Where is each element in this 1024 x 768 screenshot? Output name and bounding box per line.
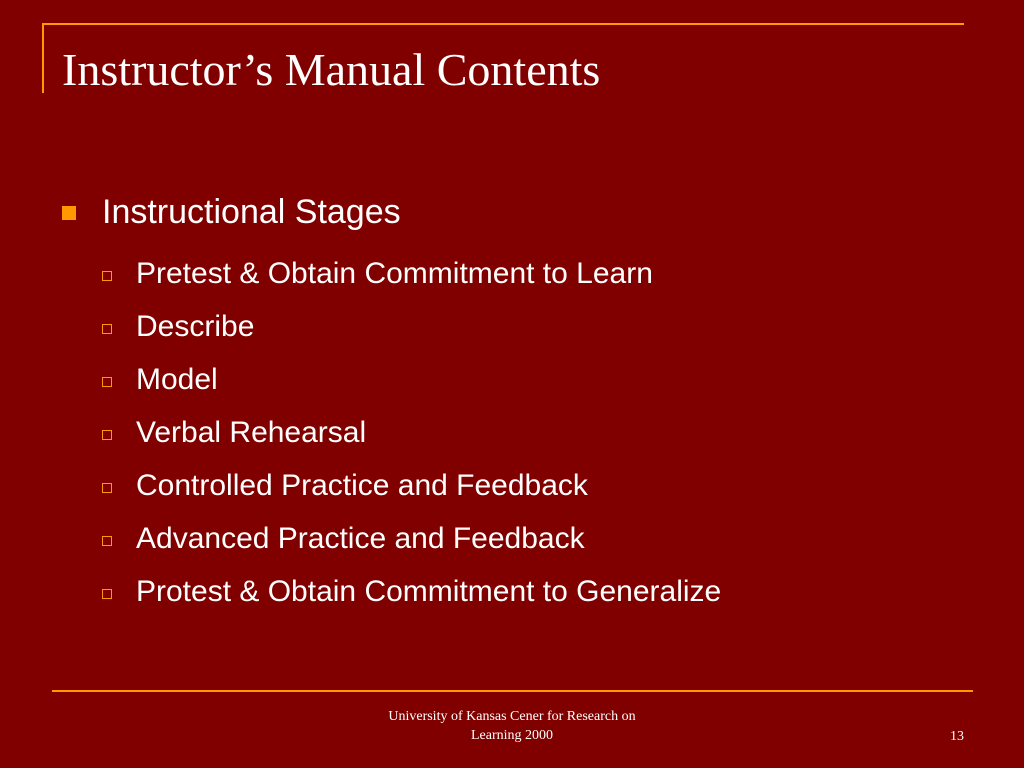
- sub-bullet-text: Verbal Rehearsal: [136, 415, 367, 449]
- hollow-square-bullet-icon: [102, 271, 112, 281]
- sub-bullet-text: Model: [136, 362, 218, 396]
- square-bullet-icon: [62, 206, 76, 220]
- sub-bullet-text: Protest & Obtain Commitment to Generalize: [136, 574, 722, 608]
- title-frame-left-border: [42, 23, 44, 93]
- hollow-square-bullet-icon: [102, 430, 112, 440]
- bullet-text: Instructional Stages: [102, 193, 401, 231]
- sub-bullet-text: Pretest & Obtain Commitment to Learn: [136, 256, 653, 290]
- hollow-square-bullet-icon: [102, 589, 112, 599]
- footer-credit: [312, 707, 712, 745]
- footer-credit-line1: University of Kansas Cener for Research on: [388, 709, 636, 724]
- bullet-item-instructional-stages: [62, 190, 401, 234]
- sub-bullet-text: Describe: [136, 309, 255, 343]
- hollow-square-bullet-icon: [102, 483, 112, 493]
- sub-bullet-text: Controlled Practice and Feedback: [136, 468, 588, 502]
- sub-bullet-item: [102, 247, 721, 300]
- sub-bullet-item: [102, 512, 721, 565]
- footer-divider: [52, 690, 973, 692]
- sub-bullet-text: Advanced Practice and Feedback: [136, 521, 585, 555]
- hollow-square-bullet-icon: [102, 324, 112, 334]
- sub-bullet-item: [102, 565, 721, 618]
- slide-title: Instructor’s Manual Contents: [62, 44, 601, 95]
- sub-bullet-item: [102, 406, 721, 459]
- sub-bullet-item: [102, 353, 721, 406]
- title-frame-top-border: [42, 23, 964, 25]
- sub-bullet-item: [102, 459, 721, 512]
- hollow-square-bullet-icon: [102, 536, 112, 546]
- slide-page-number: 13: [950, 729, 964, 744]
- hollow-square-bullet-icon: [102, 377, 112, 387]
- sub-bullet-item: [102, 300, 721, 353]
- sub-bullet-list: [102, 247, 721, 618]
- footer-credit-line2: Learning 2000: [470, 728, 554, 743]
